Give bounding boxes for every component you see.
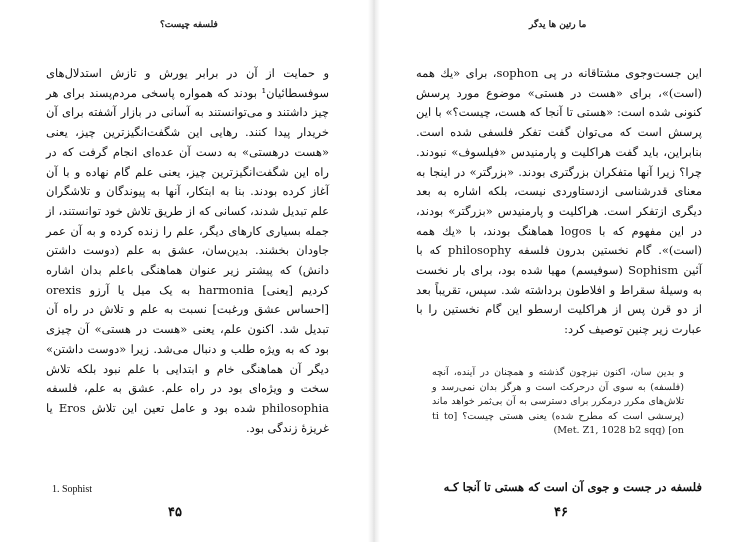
book-gutter xyxy=(368,0,380,542)
right-page xyxy=(374,0,748,542)
page-number-left: ۴۵ xyxy=(168,505,182,520)
block-quote-text: و بدین سان، اکنون نیزچون گذشته و همچنان در آینده، آنچه (فلسفه) به سوی آن درحرکت است و هرگز بدان نمی‌رسد و تلاش‌های مکرر درمکرر برای دسترسی به آن بی‌ثمر خواهد ماند (پرسشی است که مطرح شده) یعنی هستی چیست؟ [ti to on] (Met. Z1, 1028 b2 sqq) xyxy=(432,367,684,436)
running-head-right: ما رتین ها یدگر xyxy=(529,20,587,30)
left-page-body xyxy=(46,64,329,438)
footnote: 1. Sophist xyxy=(52,484,93,495)
right-page-body xyxy=(416,64,702,340)
running-head-left: فلسفه چیست؟ xyxy=(160,20,218,30)
right-page-paragraph: این جست‌وجوی مشتاقانه در پی sophon، برای «یك همه (است)»، برای «هست در هستی» موضوع مورد پرسش کنونی شده است: «هستی تا آنجا که هست، چیست؟» با این پرسش است که می‌توان گفت تفکر فلسفی شده است. بنابراین، باید گفت هراکلیت و پارمنیدس «فیلسوف» نبودند. چرا؟ زیرا آنها متفکران بزرگتری بودند. «بزرگتر» در اینجا به معنای قدرشناسی ازدستاوردی نیست، بلکه اشاره به بعد دیگری ازتفکر است. هراکلیت و پارمنیدس «بزرگتر» بودند، در این مفهوم که با logos هماهنگ بودند، با «یك همه (است)». گام نخستین بدرون فلسفه philosophy که با آئین Sophism (سوفیسم) مهیا شده بود، برای بار نخست به وسیلهٔ سقراط و افلاطون برداشته شد. سپس، تقریباً بعد از دو قرن پس از هراکلیت ارسطو این گام نخستین را با عبارت زیر چنین توصیف کرد: xyxy=(416,66,703,337)
closing-line: فلسفه در جست و جوی آن است که هستی تا آنجا کـه xyxy=(443,480,702,494)
page-number-right: ۴۶ xyxy=(554,505,568,520)
left-page-paragraph: و حمایت از آن در برابر یورش و تازش استدلال‌های سوفسطائیان¹ بودند که همواره پاسخی مردم‌پسند برای هر چیز داشتند و می‌توانستند به آسانی در بازار آشفته برای آن خریدار پیدا کنند. رهایی این شگفت‌انگیزترین چیز، یعنی «هست درهستی» به دست آن عده‌ای انجام گرفت که در راه این شگفت‌انگیزترین چیز، یعنی علم گام نهاده و با آن آغاز کرده بودند. بنا به ابتکار، آنها به پیوندگان و تلاشگران علم تبدیل شدند، کسانی که از طریق تلاش خود توانستند، از جمله بسیاری کارهای دیگر، علم را زنده کرده و به آن عمر جاودان بخشند. بدین‌سان، عشق به علم (دوست داشتن دانش) که پیشتر زیر عنوان هماهنگی باعلم بدان اشاره کردیم [یعنی] harmonia به یک میل یا آرزو orexis [احساس عشق ورغبت] نسبت به علم و تلاش در راه آن تبدیل شد. اکنون علم، یعنی «هست در هستی» آن چیزی بود که به ویژه طلب و دنبال می‌شد. زیرا «دوست داشتن» دیگر آن هماهنگی خام و ابتدایی با علم نبود بلکه تلاش سخت و ویژه‌ای بود در راه علم. عشق به علم، فلسفه philosophia شده بود و عامل تعین این تلاش Eros یا غریزهٔ زندگی بود. xyxy=(46,66,329,435)
block-quote xyxy=(432,366,684,439)
